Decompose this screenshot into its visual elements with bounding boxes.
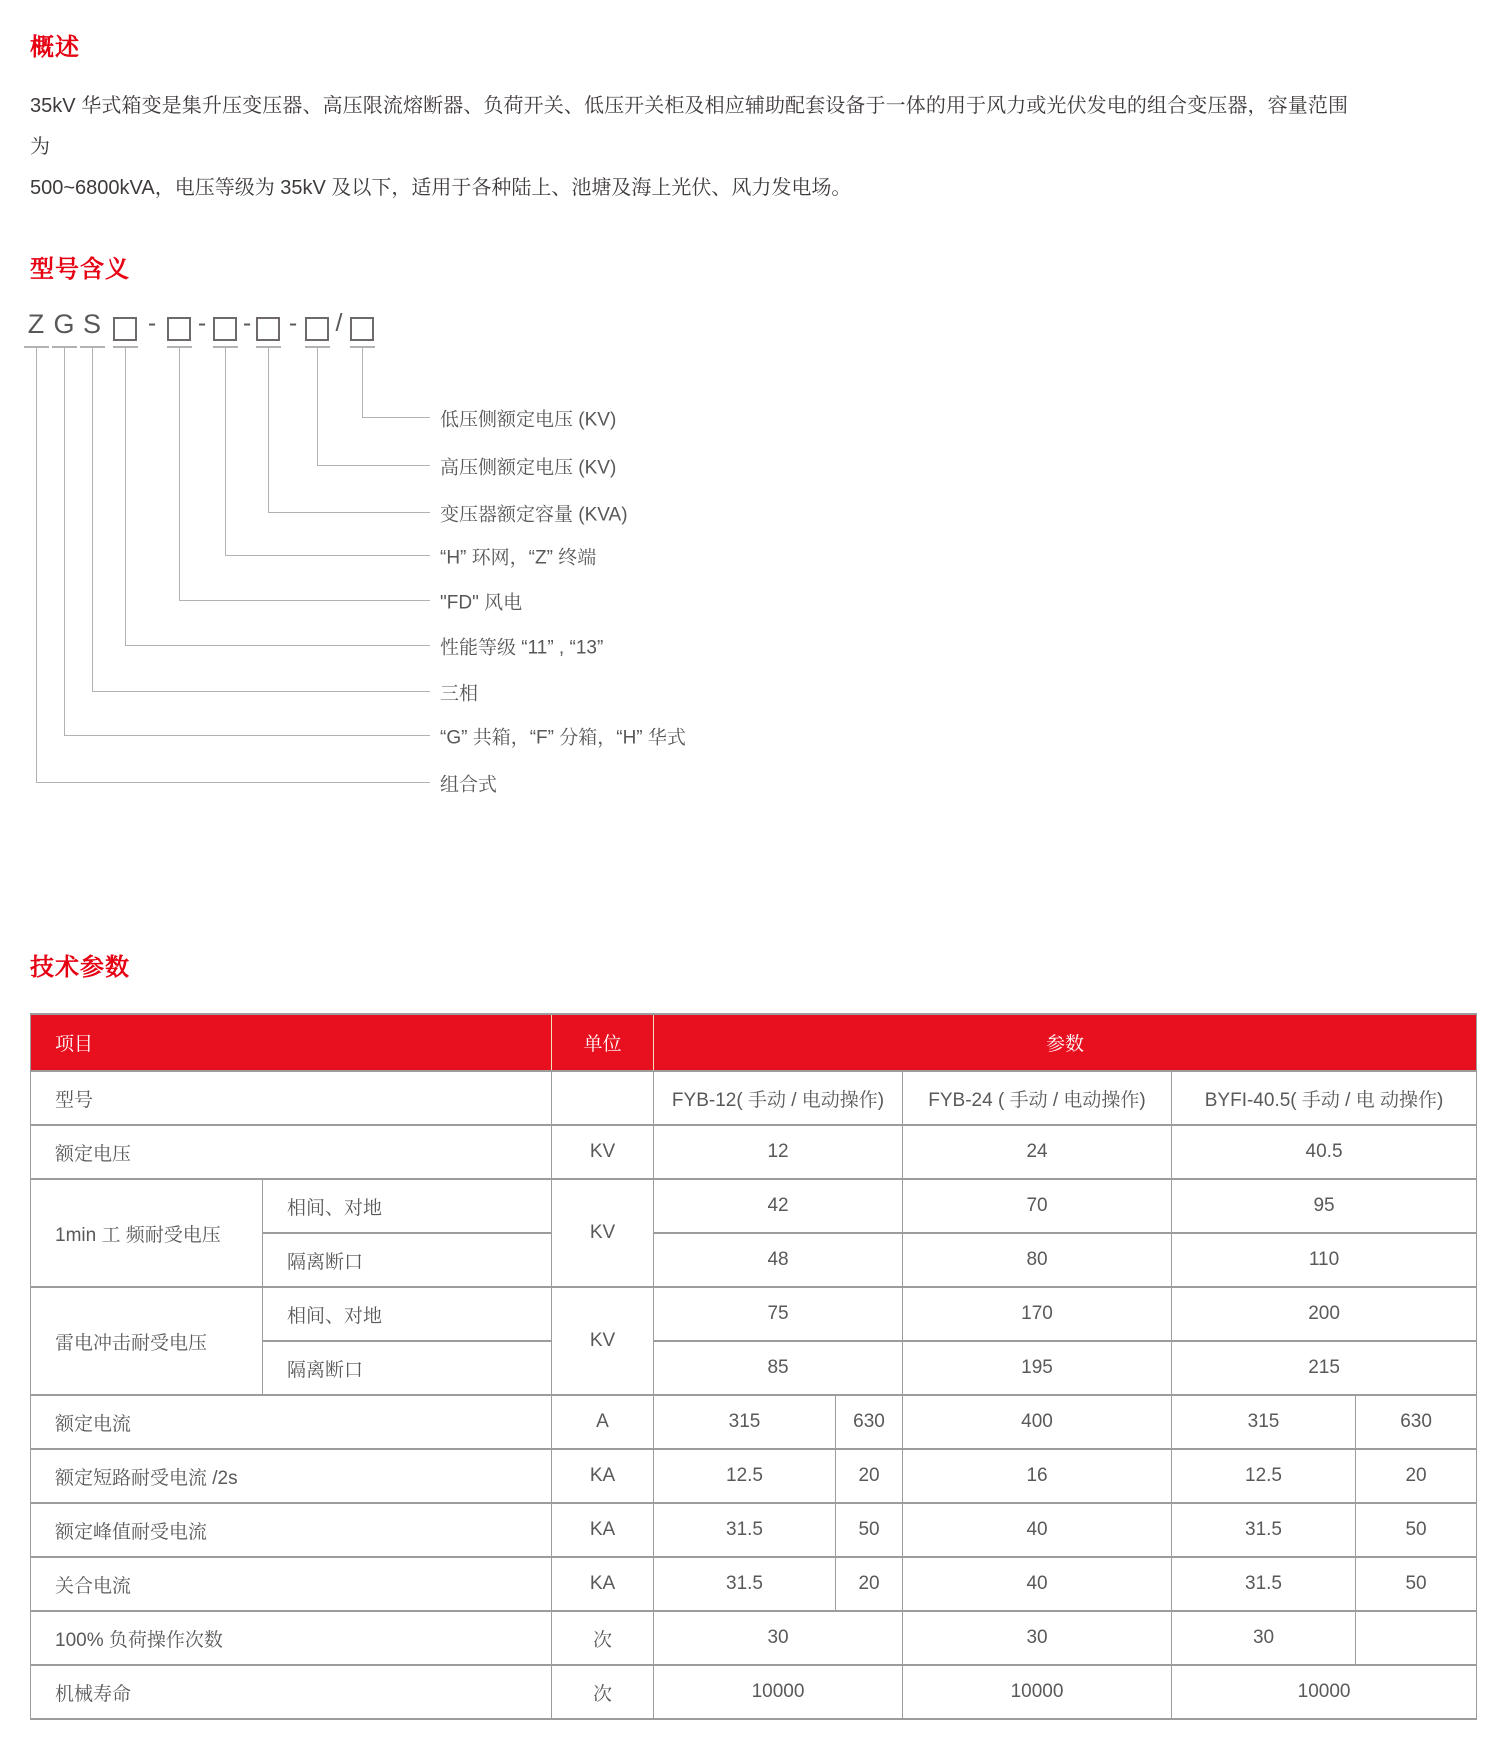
value-cell: 12.5 <box>1172 1449 1356 1503</box>
value-cell: 110 <box>1172 1233 1477 1287</box>
row-label: 关合电流 <box>31 1557 552 1611</box>
table-row-rated-current <box>31 1395 1477 1449</box>
value-cell: 215 <box>1172 1341 1477 1395</box>
value-cell: 40.5 <box>1172 1125 1477 1179</box>
row-unit <box>552 1071 654 1125</box>
table-row-lightning-1 <box>31 1287 1477 1341</box>
row-unit: KA <box>552 1557 654 1611</box>
row-label: 100% 负荷操作次数 <box>31 1611 552 1665</box>
row-sublabel: 隔离断口 <box>263 1233 552 1287</box>
table-row-short-circuit <box>31 1449 1477 1503</box>
model-label-box-type: “G” 共箱，“F” 分箱，“H” 华式 <box>440 727 686 749</box>
model-code-letter: S <box>82 309 101 339</box>
value-cell: 70 <box>903 1179 1172 1233</box>
row-unit: A <box>552 1395 654 1449</box>
model-code-dash: - <box>147 309 157 337</box>
row-unit: KV <box>552 1179 654 1287</box>
value-cell-empty <box>1356 1611 1477 1665</box>
value-cell: 30 <box>903 1611 1172 1665</box>
row-label: 型号 <box>31 1071 552 1125</box>
value-cell: 85 <box>654 1341 903 1395</box>
model-label-ring-terminal: “H” 环网，“Z” 终端 <box>440 547 597 569</box>
overview-line-2: 500~6800kVA，电压等级为 35kV 及以下，适用于各种陆上、池塘及海上光伏、风力发电场。 <box>30 177 852 199</box>
row-label: 额定短路耐受电流 /2s <box>31 1449 552 1503</box>
header-unit: 单位 <box>552 1014 654 1071</box>
overview-paragraph <box>30 86 1348 209</box>
value-cell: 80 <box>903 1233 1172 1287</box>
row-label: 额定电压 <box>31 1125 552 1179</box>
row-unit: KV <box>552 1287 654 1395</box>
model-label-combined: 组合式 <box>440 774 498 796</box>
model-label-three-phase: 三相 <box>440 683 479 705</box>
value-cell: 40 <box>903 1557 1172 1611</box>
row-unit: KA <box>552 1503 654 1557</box>
model-label-capacity: 变压器额定容量 (KVA) <box>440 504 628 526</box>
overview-line-1: 35kV 华式箱变是集升压变压器、高压限流熔断器、负荷开关、低压开关柜及相应辅助配套设备于一体的用于风力或光伏发电的组合变压器，容量范围为 <box>30 95 1348 158</box>
value-cell: 50 <box>1356 1503 1477 1557</box>
value-cell: 195 <box>903 1341 1172 1395</box>
row-label: 雷电冲击耐受电压 <box>31 1287 263 1395</box>
row-unit: KV <box>552 1125 654 1179</box>
table-row-full-load-ops <box>31 1611 1477 1665</box>
value-cell: 10000 <box>654 1665 903 1719</box>
value-cell: 50 <box>836 1503 903 1557</box>
model-code-letter: Z <box>27 309 45 339</box>
row-label: 额定电流 <box>31 1395 552 1449</box>
table-row-mechanical-life <box>31 1665 1477 1719</box>
value-cell: 50 <box>1356 1557 1477 1611</box>
row-unit: 次 <box>552 1665 654 1719</box>
table-row-rated-voltage <box>31 1125 1477 1179</box>
value-cell: 30 <box>654 1611 903 1665</box>
row-sublabel: 相间、对地 <box>263 1287 552 1341</box>
model-meaning-heading: 型号含义 <box>30 256 130 283</box>
value-cell: 75 <box>654 1287 903 1341</box>
row-label: 额定峰值耐受电流 <box>31 1503 552 1557</box>
row-sublabel: 隔离断口 <box>263 1341 552 1395</box>
value-cell: 12 <box>654 1125 903 1179</box>
table-row-model <box>31 1071 1477 1125</box>
value-cell: 31.5 <box>654 1503 836 1557</box>
value-cell: 20 <box>836 1449 903 1503</box>
value-cell: 31.5 <box>1172 1557 1356 1611</box>
model-label-hv-voltage: 高压侧额定电压 (KV) <box>440 457 617 479</box>
value-cell: 12.5 <box>654 1449 836 1503</box>
overview-heading: 概述 <box>30 34 80 61</box>
value-cell: 20 <box>836 1557 903 1611</box>
model-code-box <box>167 317 191 341</box>
row-label: 机械寿命 <box>31 1665 552 1719</box>
model-code-slash: / <box>335 309 343 337</box>
value-cell: FYB-12( 手动 / 电动操作) <box>654 1071 903 1125</box>
tech-params-heading: 技术参数 <box>30 954 130 981</box>
table-row-peak-withstand <box>31 1503 1477 1557</box>
model-label-lv-voltage: 低压侧额定电压 (KV) <box>440 409 617 431</box>
table-row-making-current <box>31 1557 1477 1611</box>
value-cell: 315 <box>1172 1395 1356 1449</box>
value-cell: 31.5 <box>1172 1503 1356 1557</box>
value-cell: 630 <box>836 1395 903 1449</box>
model-label-perf-level: 性能等级 “11” , “13” <box>440 637 604 659</box>
row-unit: KA <box>552 1449 654 1503</box>
row-sublabel: 相间、对地 <box>263 1179 552 1233</box>
header-params: 参数 <box>654 1014 1477 1071</box>
value-cell: 16 <box>903 1449 1172 1503</box>
value-cell: 42 <box>654 1179 903 1233</box>
table-header-row <box>31 1014 1477 1071</box>
model-code-box <box>213 317 237 341</box>
model-code-dash: - <box>197 309 207 337</box>
table-row-power-freq-1 <box>31 1179 1477 1233</box>
value-cell: 24 <box>903 1125 1172 1179</box>
value-cell: 10000 <box>903 1665 1172 1719</box>
value-cell: 30 <box>1172 1611 1356 1665</box>
model-connector <box>36 347 430 783</box>
value-cell: 170 <box>903 1287 1172 1341</box>
value-cell: 31.5 <box>654 1557 836 1611</box>
value-cell: 95 <box>1172 1179 1477 1233</box>
model-code-box <box>256 317 280 341</box>
model-code-dash: - <box>242 309 252 337</box>
row-label: 1min 工 频耐受电压 <box>31 1179 263 1287</box>
value-cell: 315 <box>654 1395 836 1449</box>
header-item: 项目 <box>31 1014 552 1071</box>
value-cell: 200 <box>1172 1287 1477 1341</box>
model-code-box <box>113 317 137 341</box>
value-cell: 630 <box>1356 1395 1477 1449</box>
value-cell: 40 <box>903 1503 1172 1557</box>
model-code-letter: G <box>53 309 75 339</box>
row-unit: 次 <box>552 1611 654 1665</box>
tech-params-table <box>30 1013 1477 1720</box>
model-label-wind-power: "FD" 风电 <box>440 592 523 614</box>
model-code-box <box>305 317 329 341</box>
model-code-box <box>350 317 374 341</box>
value-cell: 20 <box>1356 1449 1477 1503</box>
value-cell: 10000 <box>1172 1665 1477 1719</box>
value-cell: 400 <box>903 1395 1172 1449</box>
model-code-diagram <box>22 291 1122 811</box>
value-cell: 48 <box>654 1233 903 1287</box>
value-cell: BYFI-40.5( 手动 / 电 动操作) <box>1172 1071 1477 1125</box>
value-cell: FYB-24 ( 手动 / 电动操作) <box>903 1071 1172 1125</box>
model-code-dash: - <box>288 309 298 337</box>
